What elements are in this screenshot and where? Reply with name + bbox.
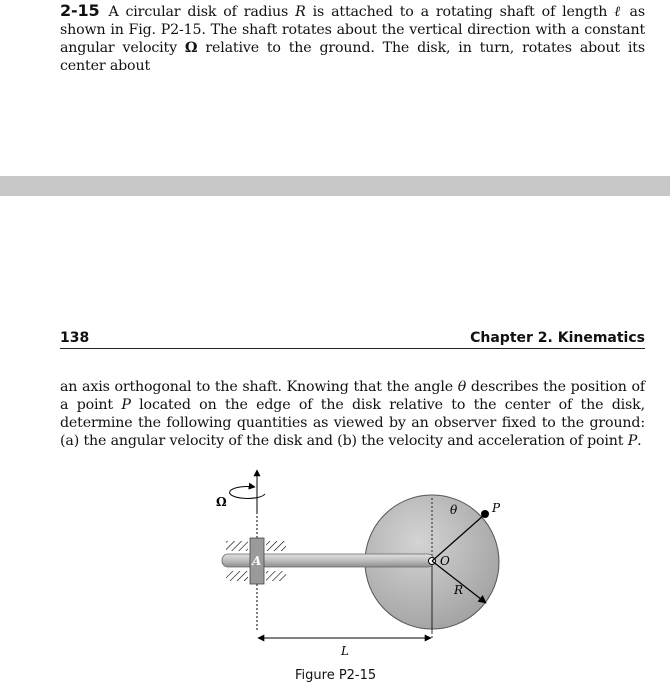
text-run: an axis orthogonal to the shaft. Knowing that the angle (60, 379, 458, 395)
label-L: L (341, 644, 349, 658)
symbol-P: P (121, 397, 131, 413)
label-P: P (492, 501, 501, 515)
page-break-gap (0, 176, 670, 196)
symbol-ell: ℓ (614, 4, 623, 20)
label-O: O (440, 554, 450, 568)
text-run: . (637, 433, 642, 449)
label-omega: Ω (216, 495, 227, 509)
bearing-hatch (226, 541, 248, 551)
omega-rotation-arrow (230, 486, 265, 498)
problem-statement-part2 (60, 378, 645, 450)
header-rule (60, 348, 645, 349)
bearing-hatch (226, 571, 248, 581)
symbol-omega: Ω (184, 40, 198, 56)
label-theta: θ (450, 503, 458, 517)
text-run: relative to the ground. The disk, in turn, rotates about its center about (60, 40, 645, 74)
bearing-hatch (266, 571, 286, 581)
symbol-P: P (627, 433, 638, 449)
text-run: as shown in Fig. P2-15. The shaft rotates about the vertical direction with a constant angular velocity (60, 4, 645, 56)
page-number: 138 (60, 330, 90, 346)
text-run: located on the edge of the disk relative to the center of the disk, determine the following quantities as viewed by an observer fixed to the ground: (a) the angular velocity of the disk and (b) the velocity and acceleration of point (60, 397, 645, 449)
symbol-theta: θ (457, 379, 467, 395)
problem-statement-part1 (60, 2, 645, 75)
label-A: A (252, 554, 262, 568)
figure-caption: Figure P2-15 (295, 668, 377, 683)
figure-p2-15 (200, 462, 530, 690)
bearing-hatch (266, 541, 286, 551)
point-P (481, 510, 489, 518)
symbol-R: R (295, 4, 306, 20)
label-R: R (454, 583, 464, 597)
text-run: describes the position of a point (60, 379, 645, 413)
text-run: A circular disk of radius (108, 4, 296, 20)
problem-number: 2-15 (60, 1, 100, 20)
chapter-title: Chapter 2. Kinematics (470, 330, 645, 346)
text-run: is attached to a rotating shaft of length (305, 4, 615, 20)
